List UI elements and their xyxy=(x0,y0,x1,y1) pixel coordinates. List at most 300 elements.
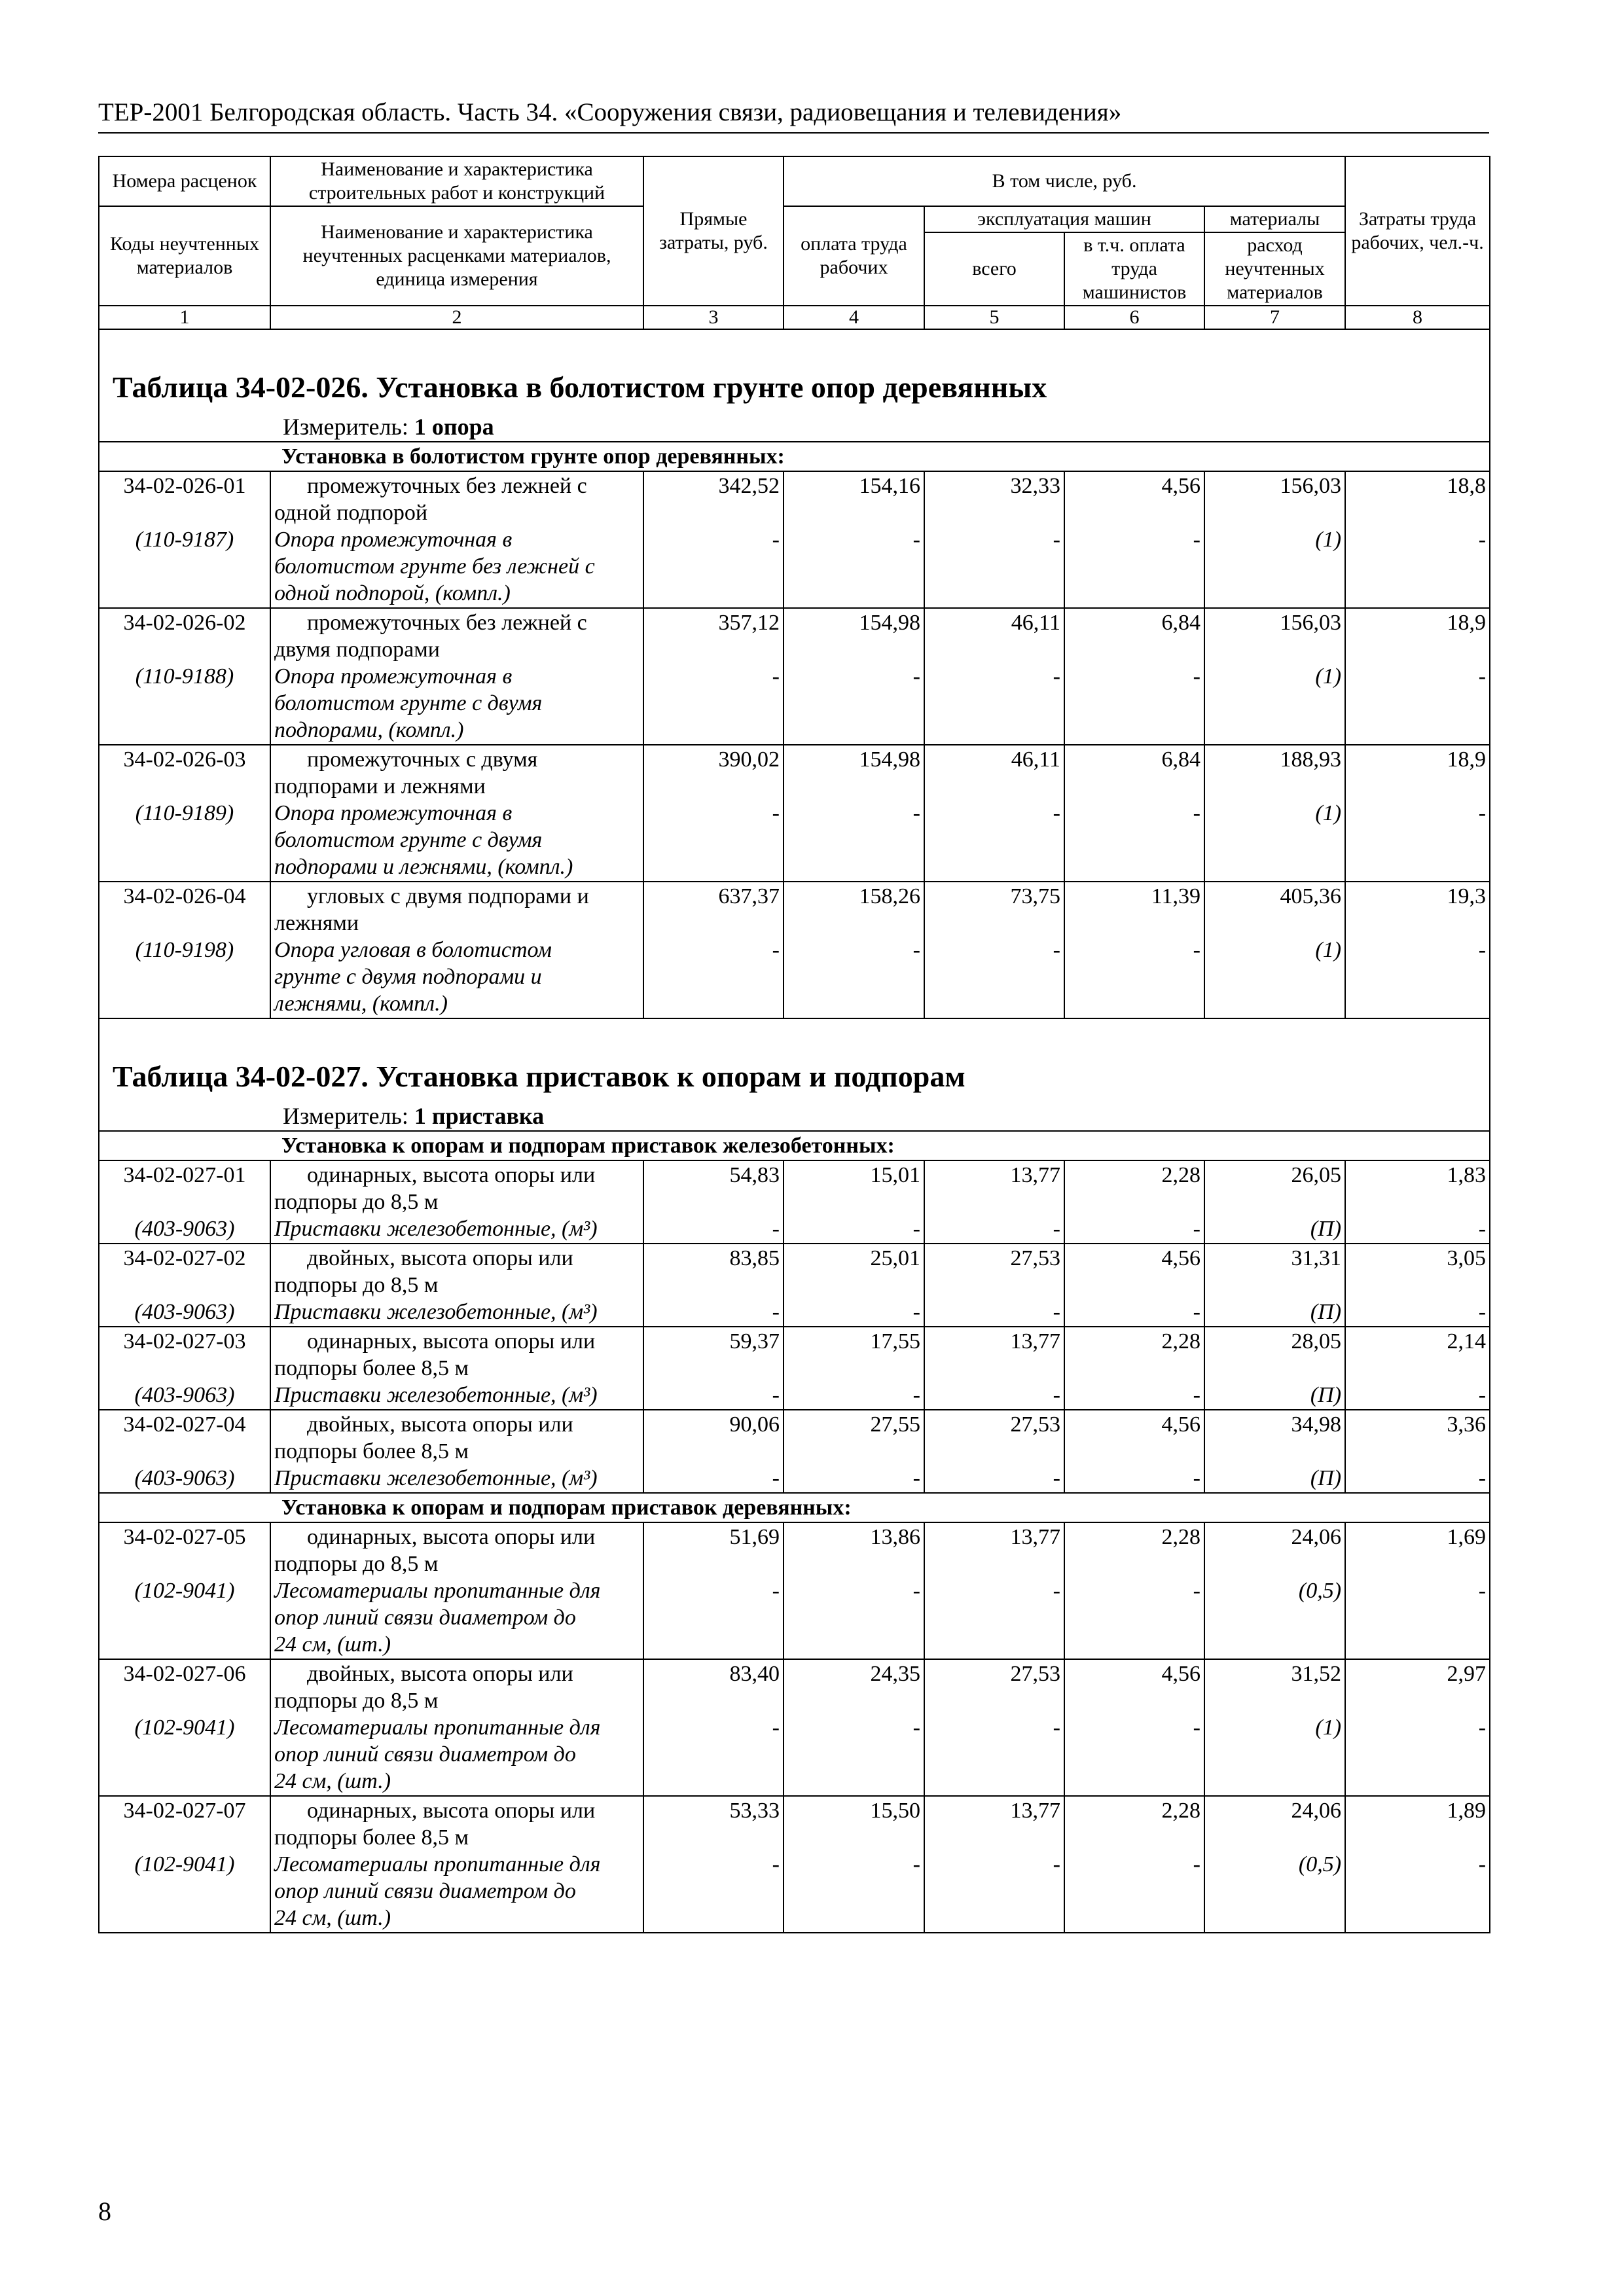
rate-value: 27,53 xyxy=(1010,1246,1060,1270)
spacer xyxy=(1068,1824,1200,1851)
spacer xyxy=(103,1355,266,1382)
material-value: - xyxy=(1053,1300,1060,1324)
spacer xyxy=(1349,1824,1486,1851)
material-value: - xyxy=(1478,1715,1487,1740)
table-title: Таблица 34-02-026. Установка в болотистом грунте опор деревянных xyxy=(113,370,1047,404)
rate-value: 15,50 xyxy=(870,1799,920,1823)
work-description-line: подпоры до 8,5 м xyxy=(274,1273,439,1297)
work-description-line: одинарных, высота опоры или xyxy=(307,1163,596,1187)
rate-value: 1,69 xyxy=(1447,1525,1487,1549)
value-cell xyxy=(924,1410,1064,1493)
material-description-line: Опора промежуточная в xyxy=(274,528,513,552)
rate-row xyxy=(99,745,1490,882)
rate-value: 31,52 xyxy=(1291,1662,1342,1686)
material-code: (110-9188) xyxy=(135,664,234,689)
work-description-line: подпорами и лежнями xyxy=(274,774,486,798)
spacer xyxy=(1349,1189,1486,1215)
value-cell xyxy=(1064,1244,1204,1327)
rate-code-cell xyxy=(99,1410,270,1493)
material-value: - xyxy=(772,664,780,689)
rate-row xyxy=(99,1410,1490,1493)
rate-code: 34-02-027-03 xyxy=(123,1329,246,1354)
page-header: ТЕР-2001 Белгородская область. Часть 34. «Сооружения связи, радиовещания и телевидения» xyxy=(98,98,1489,134)
material-description-line: Приставки железобетонные, (м³) xyxy=(274,1466,598,1490)
material-description-line: Опора промежуточная в xyxy=(274,801,513,825)
rate-value: 156,03 xyxy=(1280,474,1342,498)
rate-code-cell xyxy=(99,471,270,608)
group-heading: Установка в болотистом грунте опор деревянных: xyxy=(99,442,1490,471)
value-cell xyxy=(1204,882,1345,1018)
spacer xyxy=(928,636,1060,663)
header-including: В том числе, руб. xyxy=(784,156,1345,206)
rate-value: 27,55 xyxy=(870,1412,920,1437)
material-description-line: 24 см, (шт.) xyxy=(274,1906,391,1930)
spacer xyxy=(787,499,920,526)
value-cell xyxy=(643,1160,784,1244)
material-code: (102-9041) xyxy=(134,1852,235,1876)
value-cell xyxy=(643,471,784,608)
material-description-line: опор линий связи диаметром до xyxy=(274,1742,576,1767)
material-value: - xyxy=(1053,801,1060,825)
spacer xyxy=(928,1272,1060,1299)
rate-value: 13,77 xyxy=(1010,1799,1060,1823)
value-cell xyxy=(643,1659,784,1796)
spacer xyxy=(647,773,780,800)
material-code: (110-9198) xyxy=(135,938,234,962)
work-description-line: промежуточных с двумя xyxy=(307,747,538,772)
value-cell xyxy=(643,1522,784,1659)
header-material-codes: Коды неучтенных материалов xyxy=(99,206,270,306)
rate-code: 34-02-027-06 xyxy=(123,1662,246,1686)
measure-value: 1 опора xyxy=(414,414,494,440)
material-value: - xyxy=(1193,1217,1200,1241)
material-value: - xyxy=(1053,1852,1060,1876)
material-value: - xyxy=(772,1715,780,1740)
rates-table xyxy=(98,156,1490,1933)
value-cell xyxy=(643,745,784,882)
value-cell xyxy=(643,882,784,1018)
spacer xyxy=(647,1824,780,1851)
rate-value: 73,75 xyxy=(1010,884,1060,908)
spacer xyxy=(103,1551,266,1577)
rate-value: 2,28 xyxy=(1161,1163,1200,1187)
value-cell xyxy=(643,1796,784,1933)
material-value: - xyxy=(1193,1852,1200,1876)
spacer xyxy=(647,910,780,937)
rate-value: 13,77 xyxy=(1010,1525,1060,1549)
rate-description-cell xyxy=(270,1410,643,1493)
value-cell xyxy=(1345,471,1490,608)
table2-rows-wooden xyxy=(99,1522,1490,1933)
column-number: 3 xyxy=(643,306,784,329)
work-description-line: одинарных, высота опоры или xyxy=(307,1799,596,1823)
spacer xyxy=(103,1272,266,1299)
material-value: - xyxy=(1053,528,1060,552)
spacer xyxy=(1208,1438,1341,1465)
spacer xyxy=(647,1272,780,1299)
rate-value: 3,36 xyxy=(1447,1412,1487,1437)
material-value: (0,5) xyxy=(1298,1852,1342,1876)
column-number: 6 xyxy=(1064,306,1204,329)
material-value: - xyxy=(912,1466,920,1490)
work-description-line: двойных, высота опоры или xyxy=(307,1662,573,1686)
rate-value: 188,93 xyxy=(1280,747,1342,772)
material-description-line: Лесоматериалы пропитанные для xyxy=(274,1715,601,1740)
material-value: - xyxy=(772,1579,780,1603)
work-description-line: подпоры более 8,5 м xyxy=(274,1439,469,1463)
material-value: - xyxy=(1478,1383,1487,1407)
spacer xyxy=(928,910,1060,937)
rate-value: 46,11 xyxy=(1011,747,1060,772)
header-worker-pay: оплата труда рабочих xyxy=(784,206,924,306)
value-cell xyxy=(1064,608,1204,745)
value-cell xyxy=(1345,1522,1490,1659)
material-description-line: подпорами, (компл.) xyxy=(274,718,464,742)
spacer xyxy=(1208,1824,1341,1851)
material-value: - xyxy=(1478,1466,1487,1490)
rate-code-cell xyxy=(99,1160,270,1244)
material-value: - xyxy=(1053,1579,1060,1603)
spacer xyxy=(647,1687,780,1714)
rate-value: 17,55 xyxy=(870,1329,920,1354)
measure-line xyxy=(113,1102,1476,1130)
rate-value: 46,11 xyxy=(1011,611,1060,635)
material-value: - xyxy=(1478,938,1487,962)
spacer xyxy=(647,636,780,663)
material-value: - xyxy=(912,1579,920,1603)
material-description-line: Приставки железобетонные, (м³) xyxy=(274,1383,598,1407)
spacer xyxy=(1068,1438,1200,1465)
rate-value: 24,06 xyxy=(1291,1799,1342,1823)
material-value: - xyxy=(912,664,920,689)
rate-value: 27,53 xyxy=(1010,1662,1060,1686)
value-cell xyxy=(924,608,1064,745)
value-cell xyxy=(1064,1796,1204,1933)
spacer xyxy=(1208,910,1341,937)
rate-code: 34-02-026-02 xyxy=(123,611,246,635)
value-cell xyxy=(1345,1796,1490,1933)
rate-value: 83,85 xyxy=(729,1246,780,1270)
rate-value: 158,26 xyxy=(859,884,920,908)
spacer xyxy=(787,1438,920,1465)
value-cell xyxy=(1345,1659,1490,1796)
spacer xyxy=(1349,1551,1486,1577)
value-cell xyxy=(1064,1659,1204,1796)
rate-value: 27,53 xyxy=(1010,1412,1060,1437)
material-description-line: Опора угловая в болотистом xyxy=(274,938,552,962)
spacer xyxy=(1349,1438,1486,1465)
material-value: - xyxy=(772,1300,780,1324)
rate-value: 2,28 xyxy=(1161,1525,1200,1549)
value-cell xyxy=(924,1659,1064,1796)
header-unaccounted-materials: расход неучтенных материалов xyxy=(1204,232,1345,306)
material-value: - xyxy=(912,938,920,962)
spacer xyxy=(928,499,1060,526)
rate-row xyxy=(99,1244,1490,1327)
rate-value: 156,03 xyxy=(1280,611,1342,635)
value-cell xyxy=(1345,1160,1490,1244)
group-heading: Установка к опорам и подпорам приставок деревянных: xyxy=(99,1493,1490,1522)
rate-value: 6,84 xyxy=(1161,611,1200,635)
rate-value: 26,05 xyxy=(1291,1163,1342,1187)
material-value: - xyxy=(1193,1300,1200,1324)
header-labor-costs: Затраты труда рабочих, чел.-ч. xyxy=(1345,156,1490,306)
measure-line xyxy=(113,412,1476,441)
spacer xyxy=(647,1551,780,1577)
column-number: 2 xyxy=(270,306,643,329)
value-cell xyxy=(1064,882,1204,1018)
rate-value: 34,98 xyxy=(1291,1412,1342,1437)
value-cell xyxy=(1064,745,1204,882)
material-value: - xyxy=(1053,1715,1060,1740)
spacer xyxy=(103,1687,266,1714)
rate-value: 4,56 xyxy=(1161,1246,1200,1270)
rate-value: 54,83 xyxy=(729,1163,780,1187)
rate-value: 2,97 xyxy=(1447,1662,1487,1686)
spacer xyxy=(103,636,266,663)
material-value: - xyxy=(1193,801,1200,825)
rate-value: 15,01 xyxy=(870,1163,920,1187)
material-code: (403-9063) xyxy=(134,1300,235,1324)
work-description-line: подпоры до 8,5 м xyxy=(274,1552,439,1576)
value-cell xyxy=(924,1522,1064,1659)
rate-value: 4,56 xyxy=(1161,1412,1200,1437)
table-title: Таблица 34-02-027. Установка приставок к опорам и подпорам xyxy=(113,1060,965,1093)
work-description-line: промежуточных без лежней с xyxy=(307,474,587,498)
material-value: - xyxy=(1478,801,1487,825)
material-value: - xyxy=(912,1217,920,1241)
value-cell xyxy=(1345,882,1490,1018)
material-value: (1) xyxy=(1315,528,1342,552)
rate-value: 2,28 xyxy=(1161,1799,1200,1823)
value-cell xyxy=(1345,1327,1490,1410)
material-value: (1) xyxy=(1315,664,1342,689)
header-work-name: Наименование и характеристика строительных работ и конструкций xyxy=(270,156,643,206)
rate-value: 6,84 xyxy=(1161,747,1200,772)
material-value: (П) xyxy=(1310,1466,1342,1490)
value-cell xyxy=(1204,1327,1345,1410)
value-cell xyxy=(784,1327,924,1410)
work-description-line: угловых с двумя подпорами и xyxy=(307,884,589,908)
column-number: 8 xyxy=(1345,306,1490,329)
material-description-line: подпорами и лежнями, (компл.) xyxy=(274,855,573,879)
value-cell xyxy=(1345,1410,1490,1493)
rate-description-cell xyxy=(270,471,643,608)
material-value: - xyxy=(1478,1217,1487,1241)
value-cell xyxy=(1204,1160,1345,1244)
spacer xyxy=(1208,1272,1341,1299)
rate-value: 1,83 xyxy=(1447,1163,1487,1187)
work-description-line: двойных, высота опоры или xyxy=(307,1412,573,1437)
material-code: (403-9063) xyxy=(134,1217,235,1241)
spacer xyxy=(1208,636,1341,663)
value-cell xyxy=(1204,1244,1345,1327)
value-cell xyxy=(784,1796,924,1933)
rate-value: 2,28 xyxy=(1161,1329,1200,1354)
value-cell xyxy=(784,745,924,882)
rate-description-cell xyxy=(270,608,643,745)
spacer xyxy=(1349,1272,1486,1299)
value-cell xyxy=(1204,1659,1345,1796)
rate-code-cell xyxy=(99,1796,270,1933)
value-cell xyxy=(924,1244,1064,1327)
value-cell xyxy=(643,608,784,745)
material-value: - xyxy=(1478,528,1487,552)
rate-code: 34-02-026-04 xyxy=(123,884,246,908)
value-cell xyxy=(784,1659,924,1796)
spacer xyxy=(1068,1272,1200,1299)
rate-value: 4,56 xyxy=(1161,474,1200,498)
spacer xyxy=(103,773,266,800)
value-cell xyxy=(1204,1522,1345,1659)
rate-value: 24,06 xyxy=(1291,1525,1342,1549)
rate-value: 53,33 xyxy=(729,1799,780,1823)
spacer xyxy=(1349,1355,1486,1382)
material-value: (0,5) xyxy=(1298,1579,1342,1603)
column-number: 5 xyxy=(924,306,1064,329)
material-value: - xyxy=(1053,664,1060,689)
rate-value: 83,40 xyxy=(729,1662,780,1686)
material-description-line: болотистом грунте с двумя xyxy=(274,828,543,852)
material-value: - xyxy=(912,528,920,552)
material-value: - xyxy=(1053,1217,1060,1241)
material-value: - xyxy=(1053,938,1060,962)
material-value: - xyxy=(772,1217,780,1241)
column-number: 4 xyxy=(784,306,924,329)
spacer xyxy=(787,1824,920,1851)
value-cell xyxy=(784,1410,924,1493)
material-description-line: грунте с двумя подпорами и xyxy=(274,965,542,989)
measure-value: 1 приставка xyxy=(414,1103,545,1129)
rate-value: 13,86 xyxy=(870,1525,920,1549)
spacer xyxy=(647,1189,780,1215)
rate-value: 357,12 xyxy=(718,611,780,635)
rate-row xyxy=(99,608,1490,745)
material-code: (110-9187) xyxy=(135,528,234,552)
rate-code: 34-02-027-04 xyxy=(123,1412,246,1437)
material-code: (403-9063) xyxy=(134,1383,235,1407)
material-value: (1) xyxy=(1315,938,1342,962)
rate-value: 13,77 xyxy=(1010,1163,1060,1187)
rate-description-cell xyxy=(270,1244,643,1327)
material-value: - xyxy=(1478,1300,1487,1324)
column-number: 7 xyxy=(1204,306,1345,329)
rate-value: 4,56 xyxy=(1161,1662,1200,1686)
material-value: - xyxy=(772,1852,780,1876)
material-description-line: болотистом грунте без лежней с xyxy=(274,554,595,579)
rate-value: 19,3 xyxy=(1447,884,1487,908)
value-cell xyxy=(643,1244,784,1327)
material-code: (102-9041) xyxy=(134,1579,235,1603)
spacer xyxy=(103,1189,266,1215)
material-value: - xyxy=(912,801,920,825)
table-title-block xyxy=(99,1018,1490,1131)
material-value: (1) xyxy=(1315,801,1342,825)
material-value: - xyxy=(772,1383,780,1407)
material-value: - xyxy=(1478,1852,1487,1876)
rate-code-cell xyxy=(99,608,270,745)
work-description-line: промежуточных без лежней с xyxy=(307,611,587,635)
spacer xyxy=(787,636,920,663)
spacer xyxy=(1349,499,1486,526)
work-description-line: двумя подпорами xyxy=(274,637,440,662)
spacer xyxy=(1208,773,1341,800)
material-value: - xyxy=(1478,664,1487,689)
material-value: - xyxy=(1193,938,1200,962)
spacer xyxy=(1349,636,1486,663)
spacer xyxy=(1349,773,1486,800)
material-description-line: опор линий связи диаметром до xyxy=(274,1605,576,1630)
rate-value: 13,77 xyxy=(1010,1329,1060,1354)
material-value: - xyxy=(1053,1466,1060,1490)
value-cell xyxy=(1204,1796,1345,1933)
header-material-name: Наименование и характеристика неучтенных расценками материалов, единица измерения xyxy=(270,206,643,306)
rate-code: 34-02-026-01 xyxy=(123,474,246,498)
spacer xyxy=(1068,1687,1200,1714)
value-cell xyxy=(784,608,924,745)
material-value: - xyxy=(772,1466,780,1490)
rate-code-cell xyxy=(99,1659,270,1796)
rate-description-cell xyxy=(270,882,643,1018)
spacer xyxy=(928,1355,1060,1382)
spacer xyxy=(647,1438,780,1465)
rate-value: 1,89 xyxy=(1447,1799,1487,1823)
rate-code: 34-02-026-03 xyxy=(123,747,246,772)
table2-rows-concrete xyxy=(99,1160,1490,1493)
header-operator-pay: в т.ч. оплата труда машинистов xyxy=(1064,232,1204,306)
spacer xyxy=(787,1551,920,1577)
value-cell xyxy=(643,1410,784,1493)
work-description-line: подпоры до 8,5 м xyxy=(274,1689,439,1713)
material-description-line: Опора промежуточная в xyxy=(274,664,513,689)
value-cell xyxy=(784,471,924,608)
rate-description-cell xyxy=(270,745,643,882)
spacer xyxy=(1068,1551,1200,1577)
header-materials: материалы xyxy=(1204,206,1345,232)
value-cell xyxy=(924,1796,1064,1933)
material-value: - xyxy=(1478,1579,1487,1603)
spacer xyxy=(1349,910,1486,937)
work-description-line: одинарных, высота опоры или xyxy=(307,1525,596,1549)
rate-row xyxy=(99,1796,1490,1933)
spacer xyxy=(1208,1355,1341,1382)
table-title-block xyxy=(99,329,1490,442)
material-description-line: лежнями, (компл.) xyxy=(274,992,448,1016)
rate-code: 34-02-027-02 xyxy=(123,1246,246,1270)
work-description-line: подпоры более 8,5 м xyxy=(274,1825,469,1850)
value-cell xyxy=(924,745,1064,882)
rate-row xyxy=(99,882,1490,1018)
spacer xyxy=(928,1551,1060,1577)
spacer xyxy=(647,1355,780,1382)
rate-code-cell xyxy=(99,745,270,882)
header-machines: эксплуатация машин xyxy=(924,206,1204,232)
rate-value: 18,9 xyxy=(1447,611,1487,635)
rate-value: 405,36 xyxy=(1280,884,1342,908)
rate-value: 51,69 xyxy=(729,1525,780,1549)
value-cell xyxy=(643,1327,784,1410)
rate-code-cell xyxy=(99,1522,270,1659)
work-description-line: двойных, высота опоры или xyxy=(307,1246,573,1270)
rate-code-cell xyxy=(99,882,270,1018)
rate-description-cell xyxy=(270,1327,643,1410)
material-value: - xyxy=(772,801,780,825)
rate-code: 34-02-027-07 xyxy=(123,1799,246,1823)
rate-description-cell xyxy=(270,1659,643,1796)
value-cell xyxy=(784,1522,924,1659)
spacer xyxy=(928,1189,1060,1215)
value-cell xyxy=(1345,1244,1490,1327)
